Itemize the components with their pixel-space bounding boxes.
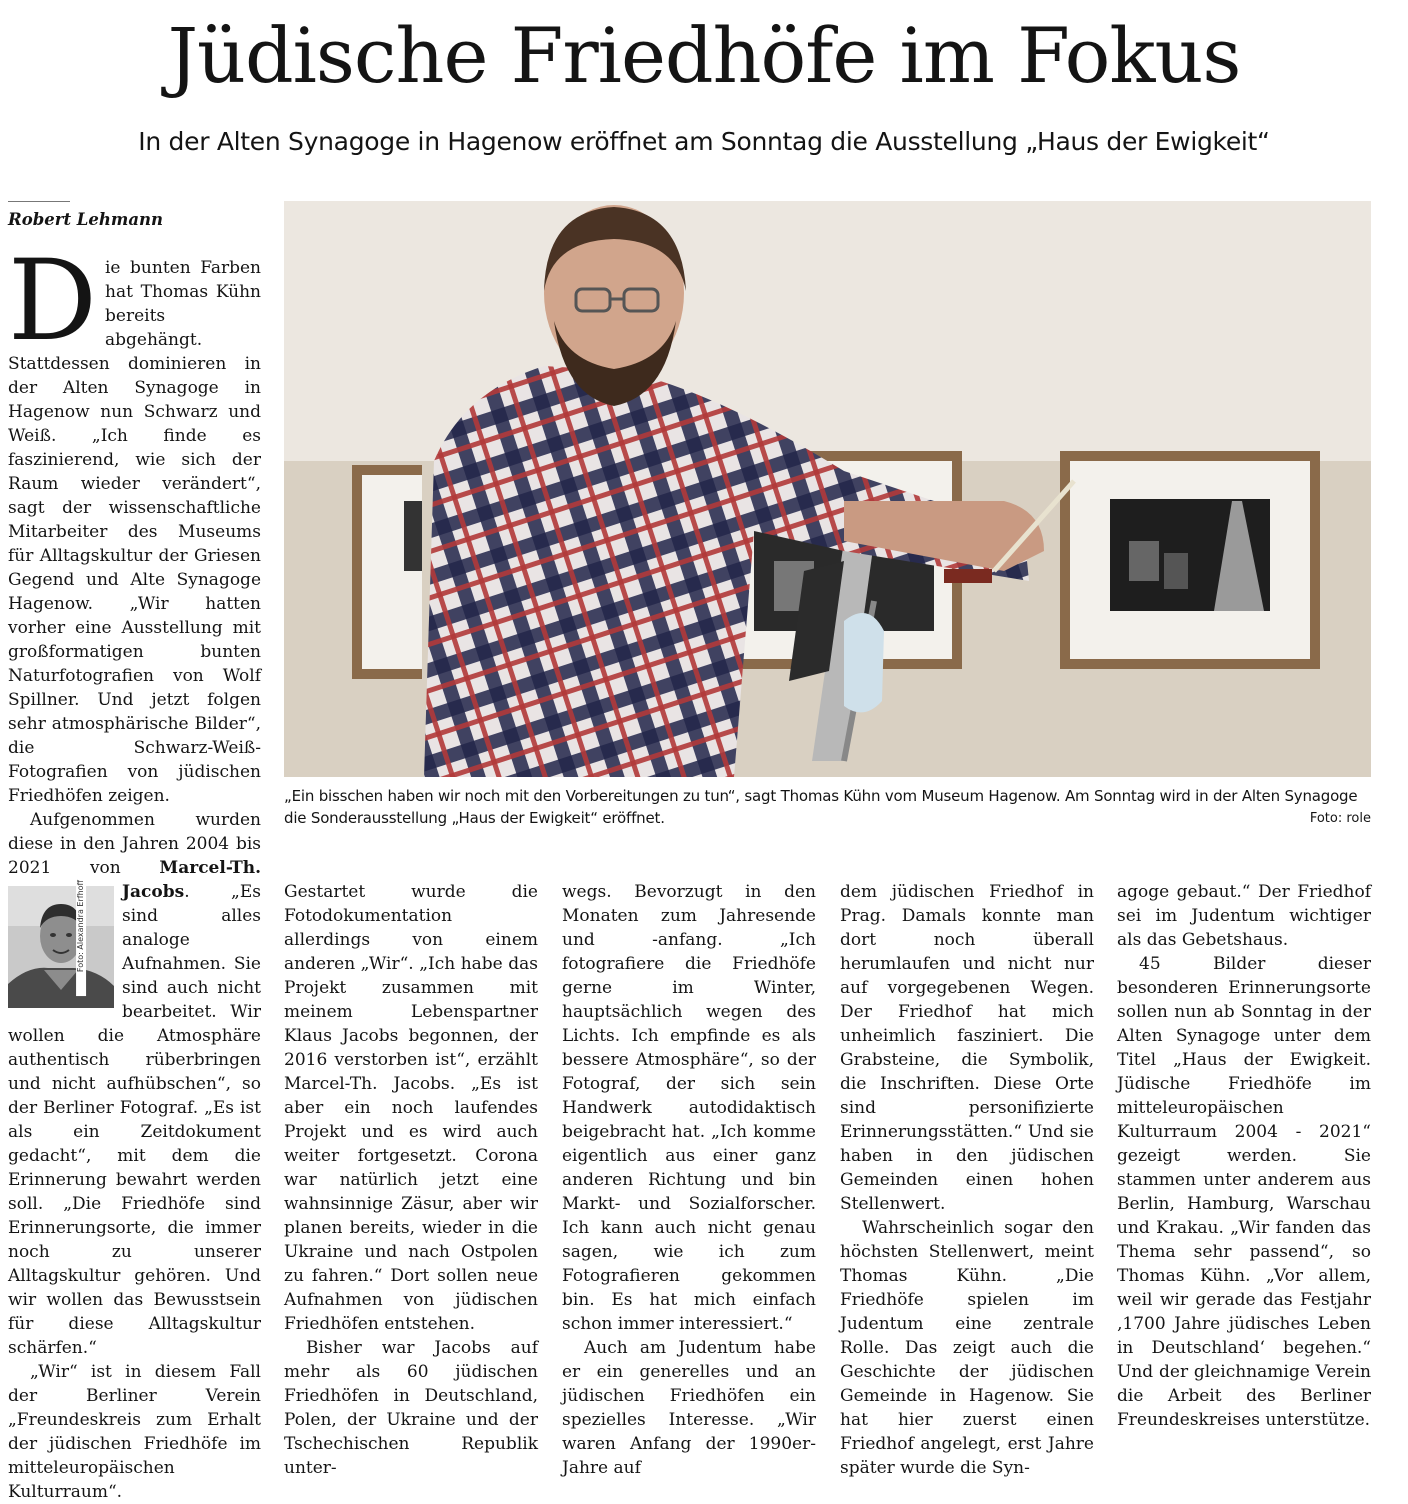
paragraph: dem jüdischen Friedhof in Prag. Damals konnte man dort noch überall herumlaufen und nicht nur auf vorgegebenen Wegen. Der Friedhof hat mich unheimlich fasziniert. Die Grabsteine, die Symbolik, die Inschriften. Diese Orte sind personifizierte Erinnerungsstätten.“ Und sie haben in den jüdischen Gemeinden einen hohen Stellenwert. [840,882,1094,1214]
paragraph: 45 Bilder dieser besonderen Erinnerungsorte sollen nun ab Sonntag in der Alten Synagoge unter dem Titel „Haus der Ewigkeit. Jüdische Friedhöfe im mitteleuropäischen Kulturraum 2004 - 2021“ gezeigt werden. Sie stammen unter anderem aus Berlin, Hamburg, Warschau und Krakau. „Wir fanden das Thema sehr passend“, so Thomas Kühn. „Vor allem, weil wir gerade das Festjahr ‚1700 Jahre jüdisches Leben in Deutschland‘ begehen.“ Und der gleichnamige Verein die Arbeit des Berliner Freundeskreises unterstütze. [1117,954,1371,1430]
drop-cap: D [8,237,97,366]
article-column-3 [562,880,816,1478]
article-column-2 [284,880,538,1478]
paragraph-text: ie bunten Farben hat Thomas Kühn bereits abgehängt. Stattdessen dominieren in der Alten Synagoge in Hagenow nun Schwarz und Weiß. „Ich finde es faszinierend, wie sich der Raum wieder verändert“, sagt der wissenschaftliche Mitarbeiter des Museums für Alltagskultur der Griesen Gegend und Alte Synagoge Hagenow. „Wir hatten vorher eine Ausstellung mit großformatigen bunten Naturfotografien von Wolf Spillner. Und jetzt folgen sehr atmosphärische Bilder“, die Schwarz-Weiß-Fotografien von jüdischen Friedhöfen zeigen. [8,258,261,806]
subheadline: In der Alten Synagoge in Hagenow eröffnet am Sonntag die Ausstellung „Haus der Ewigkeit“ [138,127,1270,156]
picture-frame [1060,451,1320,669]
paragraph: Auch am Judentum habe er ein generelles und an jüdischen Friedhöfen ein spezielles Interesse. „Wir waren Anfang der 1990er-Jahre auf [562,1338,816,1478]
paragraph: wegs. Bevorzugt in den Monaten zum Jahresende und -anfang. „Ich fotografiere die Friedhöfe gerne im Winter, hauptsächlich wegen des Lichts. Ich empfinde es als bessere Atmosphäre“, so der Fotograf, der sich sein Handwerk autodidaktisch beigebracht hat. „Ich komme eigentlich aus einer ganz anderen Richtung und bin Markt- und Sozialforscher. Ich kann auch nicht genau sagen, wie ich zum Fotografieren gekommen bin. Es hat mich einfach schon immer interessiert.“ [562,882,816,1334]
paragraph [8,237,261,808]
paragraph [8,808,261,1360]
article-column-5 [1117,880,1371,1432]
inset-portrait-photo [8,879,114,1008]
paragraph: Gestartet wurde die Fotodokumentation allerdings von einem anderen „Wir“. „Ich habe das Projekt zusammen mit meinem Lebenspartner Klaus Jacobs begonnen, der 2016 verstorben ist“, erzählt Marcel-Th. Jacobs. „Es ist aber ein noch laufendes Projekt und es wird auch weiter fortgesetzt. Corona war natürlich jetzt eine wahnsinnige Zäsur, aber wir planen bereits, wieder in die Ukraine und nach Ostpolen zu fahren.“ Dort sollen neue Aufnahmen von jüdischen Friedhöfen entstehen. [284,882,538,1334]
photo-caption: „Ein bisschen haben wir noch mit den Vorbereitungen zu tun“, sagt Thomas Kühn vom Museum Hagenow. Am Sonntag wird in der Alten Synagoge die Sonderausstellung „Haus der Ewigkeit“ eröffnet. [284,787,1358,827]
photo-credit: Foto: role [1309,811,1371,826]
byline: Robert Lehmann [8,210,164,229]
paragraph: Wahrscheinlich sogar den höchsten Stellenwert, meint Thomas Kühn. „Die Friedhöfe spielen im Judentum eine zentrale Rolle. Das zeigt auch die Geschichte der jüdischen Gemeinde in Hagenow. Sie hat hier zuerst einen Friedhof angelegt, erst Jahre später wurde die Syn- [840,1218,1094,1478]
paragraph: „Wir“ ist in diesem Fall der Berliner Verein „Freundeskreis zum Erhalt der jüdischen Friedhöfe im mitteleuropäischen Kulturraum“. [8,1362,261,1502]
paragraph-text: . „Es sind alles analoge Aufnahmen. Sie sind auch nicht bearbeitet. Wir wollen die Atmosphäre authentisch rüberbringen und nicht aufhübschen“, so der Berliner Fotograf. „Es ist als ein Zeitdokument gedacht“, mit dem die Erinnerung bewahrt werden soll. „Die Friedhöfe sind Erinnerungsorte, die immer noch zu unserer Alltagskultur gehören. Und wir wollen das Bewusstsein für diese Alltagskultur schärfen.“ [8,882,261,1358]
face-mask [844,613,884,712]
photo-image [284,201,1371,777]
byline-rule [8,201,70,202]
paragraph: agoge gebaut.“ Der Friedhof sei im Judentum wichtiger als das Gebetshaus. [1117,882,1371,950]
inset-photo-credit: Foto: Alexandra Erfhoff [76,878,86,996]
photographer-name: Marcel-Th. Jacobs [122,858,261,902]
paragraph-text: Aufgenommen wurden diese in den Jahren 2004 bis 2021 von [8,810,261,878]
article-column-1 [8,237,261,1502]
paragraph: Bisher war Jacobs auf mehr als 60 jüdischen Friedhöfen in Deutschland, Polen, der Ukraine und der Tschechischen Republik unter- [284,1338,538,1478]
article-column-4 [840,880,1094,1478]
main-photo [284,201,1371,777]
headline: Jüdische Friedhöfe im Fokus [167,11,1241,100]
picture-frame [352,465,422,679]
portrait-image [8,886,114,1008]
